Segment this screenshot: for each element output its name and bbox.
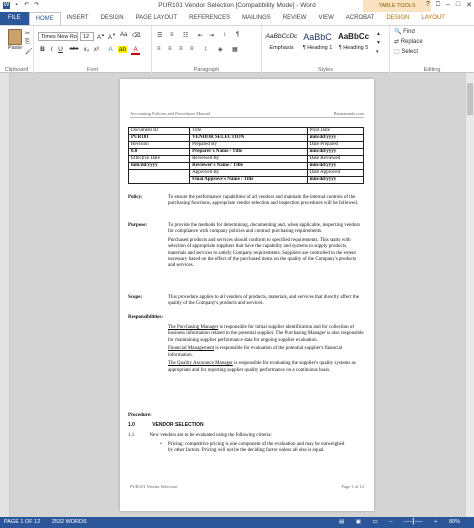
page-footer [130, 484, 364, 489]
select-button[interactable] [394, 48, 418, 55]
vertical-ruler [0, 73, 10, 517]
increase-indent-icon[interactable]: ⇥ [209, 33, 215, 39]
document-page[interactable] [120, 79, 374, 511]
purpose-label: Purpose: [128, 223, 148, 228]
role-purchasing-manager: The Purchasing Manager [168, 325, 219, 330]
italic-button[interactable]: I [50, 46, 53, 53]
grow-font-icon[interactable]: A▲ [97, 32, 105, 41]
select-label: Select [401, 49, 419, 55]
revision-value: 0.0 [131, 149, 138, 154]
responsibilities-label: Responsibilities: [128, 315, 164, 320]
web-layout-icon[interactable]: ▭ [372, 519, 378, 525]
numbering-icon[interactable]: ≡ [170, 32, 174, 38]
clipboard-group [0, 26, 34, 74]
purpose-text-2: Purchased products and services should conform to specified requirements. This starts with selection of appropriate suppliers that have the capability and systems to supply products, materials and services to satisfy Company requirements. Suppliers are controlled to the extent necessary based on the effect of the purchased items on the quality of the Company's products and services. [168, 238, 357, 269]
table-cell[interactable]: Effective Date [129, 156, 190, 163]
replace-label: Replace [400, 39, 423, 45]
style-name: ¶ Heading 1 [302, 45, 333, 51]
item-1-1 [128, 433, 272, 439]
tab-acrobat[interactable]: ACROBAT [345, 15, 375, 21]
table-cell[interactable] [307, 149, 363, 156]
table-cell[interactable] [307, 163, 363, 170]
tab-file[interactable]: FILE [0, 12, 29, 25]
replace-icon: ⇄ [394, 39, 400, 45]
item-number: 1.1 [128, 433, 135, 438]
editing-group [390, 26, 474, 74]
multilevel-list-icon[interactable]: ☷ [183, 33, 189, 39]
purpose-text-1: To provide the methods for determining, documenting and, when applicable, inspecting vendors for compliance with company policies and contract purchasing requirements. [168, 223, 361, 235]
table-cell[interactable]: Approved By [190, 170, 308, 177]
bullet-icon: • [160, 442, 162, 447]
underline-button[interactable]: U [58, 46, 63, 53]
cut-icon[interactable]: ✂ [25, 31, 31, 37]
style-sample: AaBbC [303, 32, 332, 42]
maximize-button[interactable]: □ [455, 1, 461, 8]
tab-insert[interactable]: INSERT [66, 15, 89, 21]
tab-references[interactable]: REFERENCES [189, 15, 231, 21]
replace-button[interactable] [394, 38, 423, 45]
clipboard-group-label: Clipboard [4, 67, 29, 73]
find-label: Find [403, 29, 415, 35]
table-cell[interactable] [190, 135, 308, 142]
redo-icon[interactable]: ↷ [33, 2, 40, 8]
table-tools-label: TABLE TOOLS [363, 0, 431, 12]
table-cell[interactable]: Document ID [129, 128, 190, 135]
styles-group-label: Styles [318, 67, 333, 73]
tab-table-layout[interactable]: LAYOUT [421, 15, 445, 21]
change-case-icon[interactable]: Aa [120, 32, 128, 38]
policy-section [128, 195, 364, 208]
justify-icon[interactable]: ≡ [190, 46, 194, 52]
shrink-font-icon[interactable]: A▼ [108, 32, 116, 41]
reviewer-value: Reviewer's Name / Title [192, 163, 243, 168]
responsibility-purchasing [168, 325, 364, 344]
table-row [129, 170, 364, 177]
table-cell[interactable] [190, 177, 308, 184]
scrollbar-thumb[interactable] [467, 83, 473, 115]
find-button[interactable] [394, 28, 415, 35]
bold-button[interactable]: B [40, 46, 45, 53]
minimize-button[interactable]: – [445, 1, 450, 8]
bullets-icon[interactable]: ☰ [157, 33, 163, 39]
paste-button[interactable] [5, 29, 25, 55]
format-painter-icon[interactable]: 🖌 [25, 49, 33, 55]
role-text: is responsible for evaluation of the potential supplier's financial information. [168, 346, 343, 358]
style-heading-1[interactable] [301, 29, 334, 59]
paragraph-group [152, 26, 262, 74]
highlight-icon[interactable]: ab [118, 46, 127, 53]
align-left-icon[interactable]: ≡ [157, 46, 161, 52]
font-name-select[interactable]: Times New Ro [38, 32, 78, 41]
borders-icon[interactable]: ▦ [232, 47, 238, 53]
style-heading-5[interactable] [337, 29, 370, 59]
preparer-value: Preparer's Name / Title [192, 149, 243, 154]
align-center-icon[interactable]: ≡ [168, 46, 172, 52]
undo-icon[interactable]: ↶ [23, 2, 30, 8]
paragraph-group-label: Paragraph [193, 67, 220, 73]
header-right: Bizmanualz.com [333, 111, 364, 116]
line-spacing-icon[interactable]: ↨ [204, 46, 207, 52]
title-bar [0, 0, 474, 12]
font-size-select[interactable]: 12 [80, 32, 94, 41]
role-text: is responsible for evaluating the supplier's quality systems as appropriate and for reporting supplier quality performance on a continuous basis. [168, 361, 356, 373]
date-prepared-value: mm/dd/yyyy [309, 149, 337, 154]
approver-value: Final Approve's Name / Title [192, 177, 254, 182]
editing-group-label: Editing [423, 67, 441, 73]
zoom-out-icon[interactable]: – [389, 519, 393, 525]
style-sample: AaBbCc [337, 32, 370, 41]
footer-right: Page 1 of 12 [341, 484, 364, 489]
subscript-button[interactable]: x₂ [83, 46, 90, 53]
style-name: ¶ Heading 5 [338, 45, 369, 51]
table-row [129, 149, 364, 156]
policy-label: Policy: [128, 195, 143, 200]
doc-title-value: VENDOR SELECTION [192, 135, 245, 140]
bullet-pricing [160, 442, 348, 455]
style-emphasis[interactable] [265, 29, 298, 59]
table-cell[interactable]: Date Approved [307, 170, 363, 177]
table-cell[interactable] [129, 149, 190, 156]
role-financial-management: Financial Management [168, 346, 214, 352]
bullet-text: Pricing: competitive pricing is one component of the evaluation and may be outweighed by other factors. Pricing will not be the deciding factor unless all else is equal. [168, 442, 345, 454]
table-cell[interactable]: Title [190, 128, 308, 135]
footer-left: PUR101 Vendor Selection [130, 484, 178, 489]
styles-group [262, 26, 390, 74]
table-cell[interactable]: Date Prepared [307, 142, 363, 149]
policy-text: To ensure the performance capabilities of all vendors and maintain the internal controls of the purchasing functions, appropriate vendor selection and inspection procedures will be followed. [168, 195, 358, 207]
scope-text: This procedure applies to all vendors of products, materials, and services that directly affect the quality of the Company's products and services. [168, 295, 359, 307]
font-group-label: Font [86, 67, 98, 73]
shading-icon[interactable]: ◈ [218, 47, 223, 53]
status-bar [0, 517, 474, 528]
read-mode-icon[interactable]: ▤ [339, 519, 345, 525]
table-cell[interactable] [190, 163, 308, 170]
ribbon-home [0, 25, 474, 73]
style-name: Emphasis [269, 45, 294, 51]
superscript-button[interactable]: x² [93, 46, 100, 53]
word-count[interactable]: 2532 WORDS [51, 519, 87, 525]
align-right-icon[interactable]: ≡ [179, 46, 183, 52]
table-cell[interactable] [307, 135, 363, 142]
item-text: New vendors are to be evaluated using the following criteria: [149, 433, 272, 438]
zoom-in-icon[interactable]: + [434, 519, 438, 525]
effective-date-value: mm/dd/yyyy [131, 163, 158, 168]
close-button[interactable]: ✕ [466, 2, 472, 9]
sort-icon[interactable]: ↕ [223, 32, 226, 38]
section-title: VENDOR SELECTION [152, 422, 204, 428]
table-cell[interactable] [190, 149, 308, 156]
tab-design[interactable]: DESIGN [100, 15, 124, 21]
table-cell[interactable] [307, 177, 363, 184]
paste-label: Paste [7, 45, 23, 51]
table-cell[interactable] [129, 163, 190, 170]
window-title: PUR101 Vendor Selection [Compatibility Mode] - Word [158, 2, 316, 9]
section-number: 1.0 [128, 422, 135, 428]
procedure-label: Procedure: [128, 413, 152, 418]
document-area[interactable] [0, 73, 474, 517]
zoom-slider[interactable]: ──┃── [403, 519, 423, 525]
clipboard-icon [8, 29, 22, 45]
table-row [129, 128, 364, 135]
print-layout-icon[interactable]: ▣ [355, 519, 361, 525]
table-row [129, 142, 364, 149]
scope-label: Scope: [128, 295, 143, 300]
table-cell[interactable]: Prepared By [190, 142, 308, 149]
window-controls [426, 1, 472, 9]
tab-page-layout[interactable]: PAGE LAYOUT [135, 15, 178, 21]
page-header [130, 111, 364, 118]
role-text: is responsible for initial supplier identification and for collection of business information related to the potential supplier. The Purchasing Manager is also responsible for maintaining supplier performance data for ongoing supplier evaluation. [168, 325, 364, 343]
select-icon: ⬚ [394, 49, 400, 55]
font-group [34, 26, 152, 74]
purpose-body [168, 223, 364, 270]
table-cell[interactable]: Revision [129, 142, 190, 149]
tab-table-design[interactable]: DESIGN [386, 15, 410, 21]
print-date-value: mm/dd/yyyy [309, 135, 337, 140]
scope-section [128, 295, 364, 308]
header-left: Accounting Policies and Procedures Manual [130, 111, 210, 116]
responsibility-financial [168, 346, 364, 359]
tab-review[interactable]: REVIEW [282, 15, 307, 21]
page-count[interactable]: PAGE 1 OF 12 [4, 519, 41, 525]
tab-mailings[interactable]: MAILINGS [242, 15, 271, 21]
responsibility-quality [168, 361, 364, 374]
table-row [129, 163, 364, 170]
text-effects-button[interactable]: A [108, 46, 113, 53]
purpose-section [128, 223, 364, 272]
table-cell[interactable]: Reviewed By [190, 156, 308, 163]
strikethrough-button[interactable]: abc [69, 46, 79, 52]
find-icon: 🔍 [394, 29, 402, 35]
role-quality-assurance: The Quality Assurance Manager [168, 361, 233, 367]
vertical-scrollbar[interactable] [465, 73, 474, 517]
styles-scroll-icons[interactable]: ▲ ▼ ▾ [376, 31, 381, 55]
tab-home[interactable]: HOME [29, 12, 61, 25]
word-icon[interactable]: W [3, 2, 10, 8]
date-approved-value: mm/dd/yyyy [309, 177, 337, 182]
clear-formatting-icon[interactable]: ⌫ [132, 33, 141, 39]
table-cell[interactable]: Date Reviewed [307, 156, 363, 163]
responsibilities-body [168, 315, 364, 374]
tab-view[interactable]: VIEW [318, 15, 334, 21]
responsibilities-section [128, 315, 364, 377]
help-button[interactable]: ? [425, 1, 430, 8]
show-formatting-icon[interactable]: ¶ [236, 32, 240, 38]
doc-id-value: PUR101 [131, 135, 149, 140]
save-icon[interactable]: ▪ [15, 2, 18, 8]
table-cell[interactable] [129, 170, 190, 184]
document-info-table[interactable] [128, 127, 364, 184]
style-sample: AaBbCcDc [265, 33, 298, 40]
date-reviewed-value: mm/dd/yyyy [309, 163, 337, 168]
zoom-control[interactable] [339, 517, 470, 528]
decrease-indent-icon[interactable]: ⇤ [198, 33, 204, 39]
table-cell[interactable] [129, 135, 190, 142]
table-cell[interactable]: Print Date [307, 128, 363, 135]
font-color-button[interactable]: A [131, 46, 140, 55]
ribbon-tabs [0, 12, 474, 25]
copy-icon[interactable]: ⎘ [25, 39, 30, 45]
ribbon-display-button[interactable]: ⎕ [435, 1, 440, 8]
section-heading [128, 422, 204, 429]
table-row [129, 156, 364, 163]
zoom-level[interactable]: 80% [448, 519, 460, 525]
table-row [129, 135, 364, 142]
